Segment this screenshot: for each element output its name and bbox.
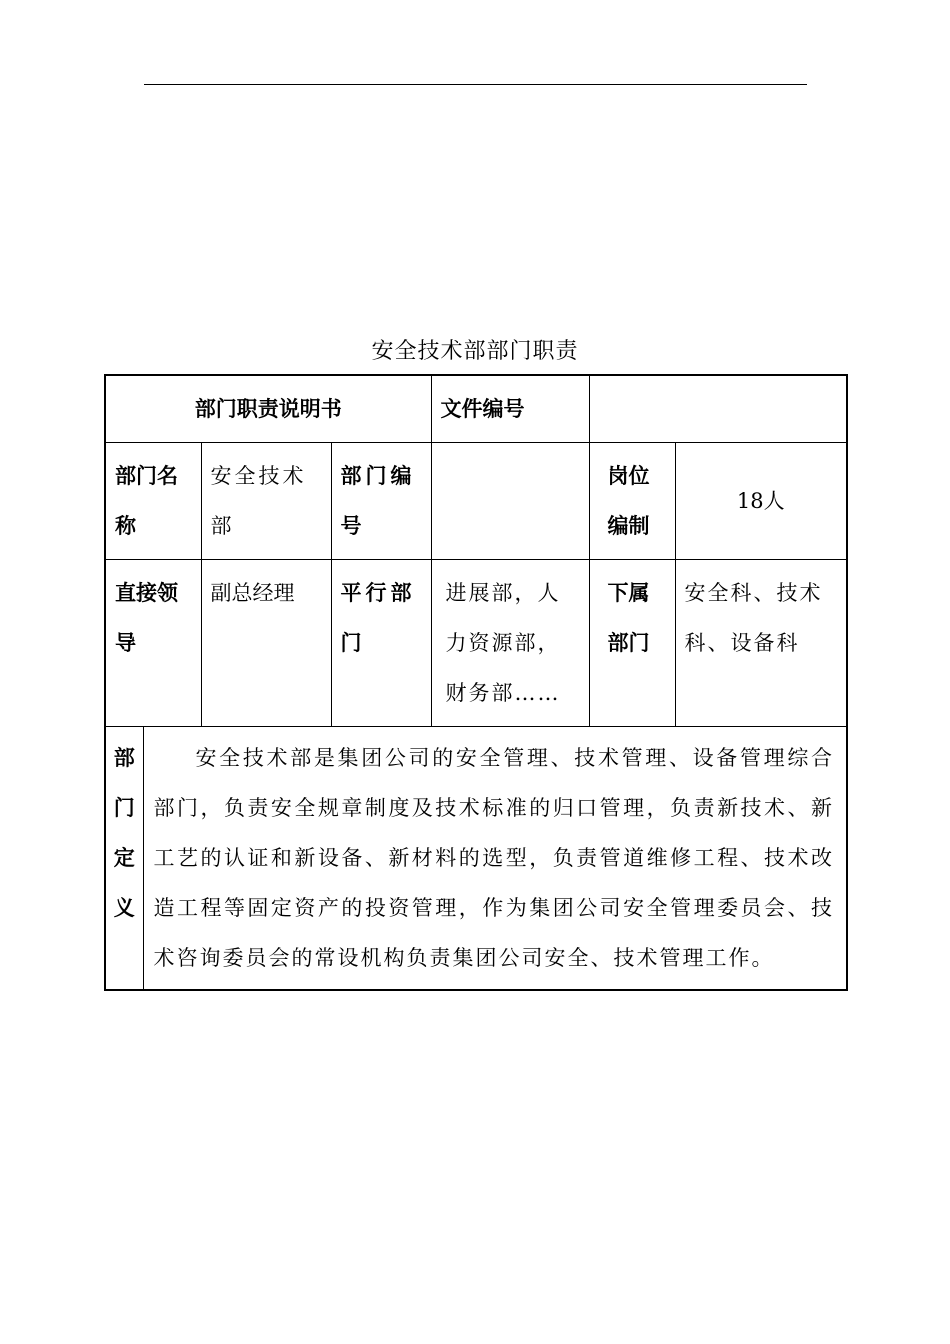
dept-name-value: 安全技术部 — [201, 443, 331, 560]
document-title: 安全技术部部门职责 — [371, 339, 579, 364]
staffing-label: 岗位编制 — [589, 443, 675, 560]
file-number-value — [589, 375, 847, 443]
supervisor-value: 副总经理 — [201, 560, 331, 727]
definition-label: 部门定义 — [106, 727, 143, 989]
file-number-label: 文件编号 — [431, 375, 589, 443]
table-header-row — [105, 375, 847, 443]
spec-title-cell: 部门职责说明书 — [105, 375, 431, 443]
header-rule — [144, 84, 807, 85]
definition-inner-table — [106, 727, 846, 989]
dept-code-label: 部门编号 — [331, 443, 431, 560]
parallel-dept-value: 进展部，人力资源部，财务部…… — [431, 560, 589, 727]
parallel-dept-label: 平行部门 — [331, 560, 431, 727]
definition-container — [105, 727, 847, 991]
department-duty-table — [104, 374, 848, 991]
supervisor-label: 直接领导 — [105, 560, 201, 727]
table-row — [105, 560, 847, 727]
dept-name-label: 部门名称 — [105, 443, 201, 560]
definition-row — [105, 727, 847, 991]
subordinate-dept-value: 安全科、技术科、设备科 — [675, 560, 847, 727]
subordinate-dept-label: 下属部门 — [589, 560, 675, 727]
table-row — [105, 443, 847, 560]
dept-code-value — [431, 443, 589, 560]
definition-text: 安全技术部是集团公司的安全管理、技术管理、设备管理综合部门，负责安全规章制度及技术标准的归口管理，负责新技术、新工艺的认证和新设备、新材料的选型，负责管道维修工程、技术改造工程等固定资产的投资管理，作为集团公司安全管理委员会、技术咨询委员会的常设机构负责集团公司安全、技术管理工作。 — [153, 746, 834, 970]
staffing-value: 18人 — [675, 443, 847, 560]
